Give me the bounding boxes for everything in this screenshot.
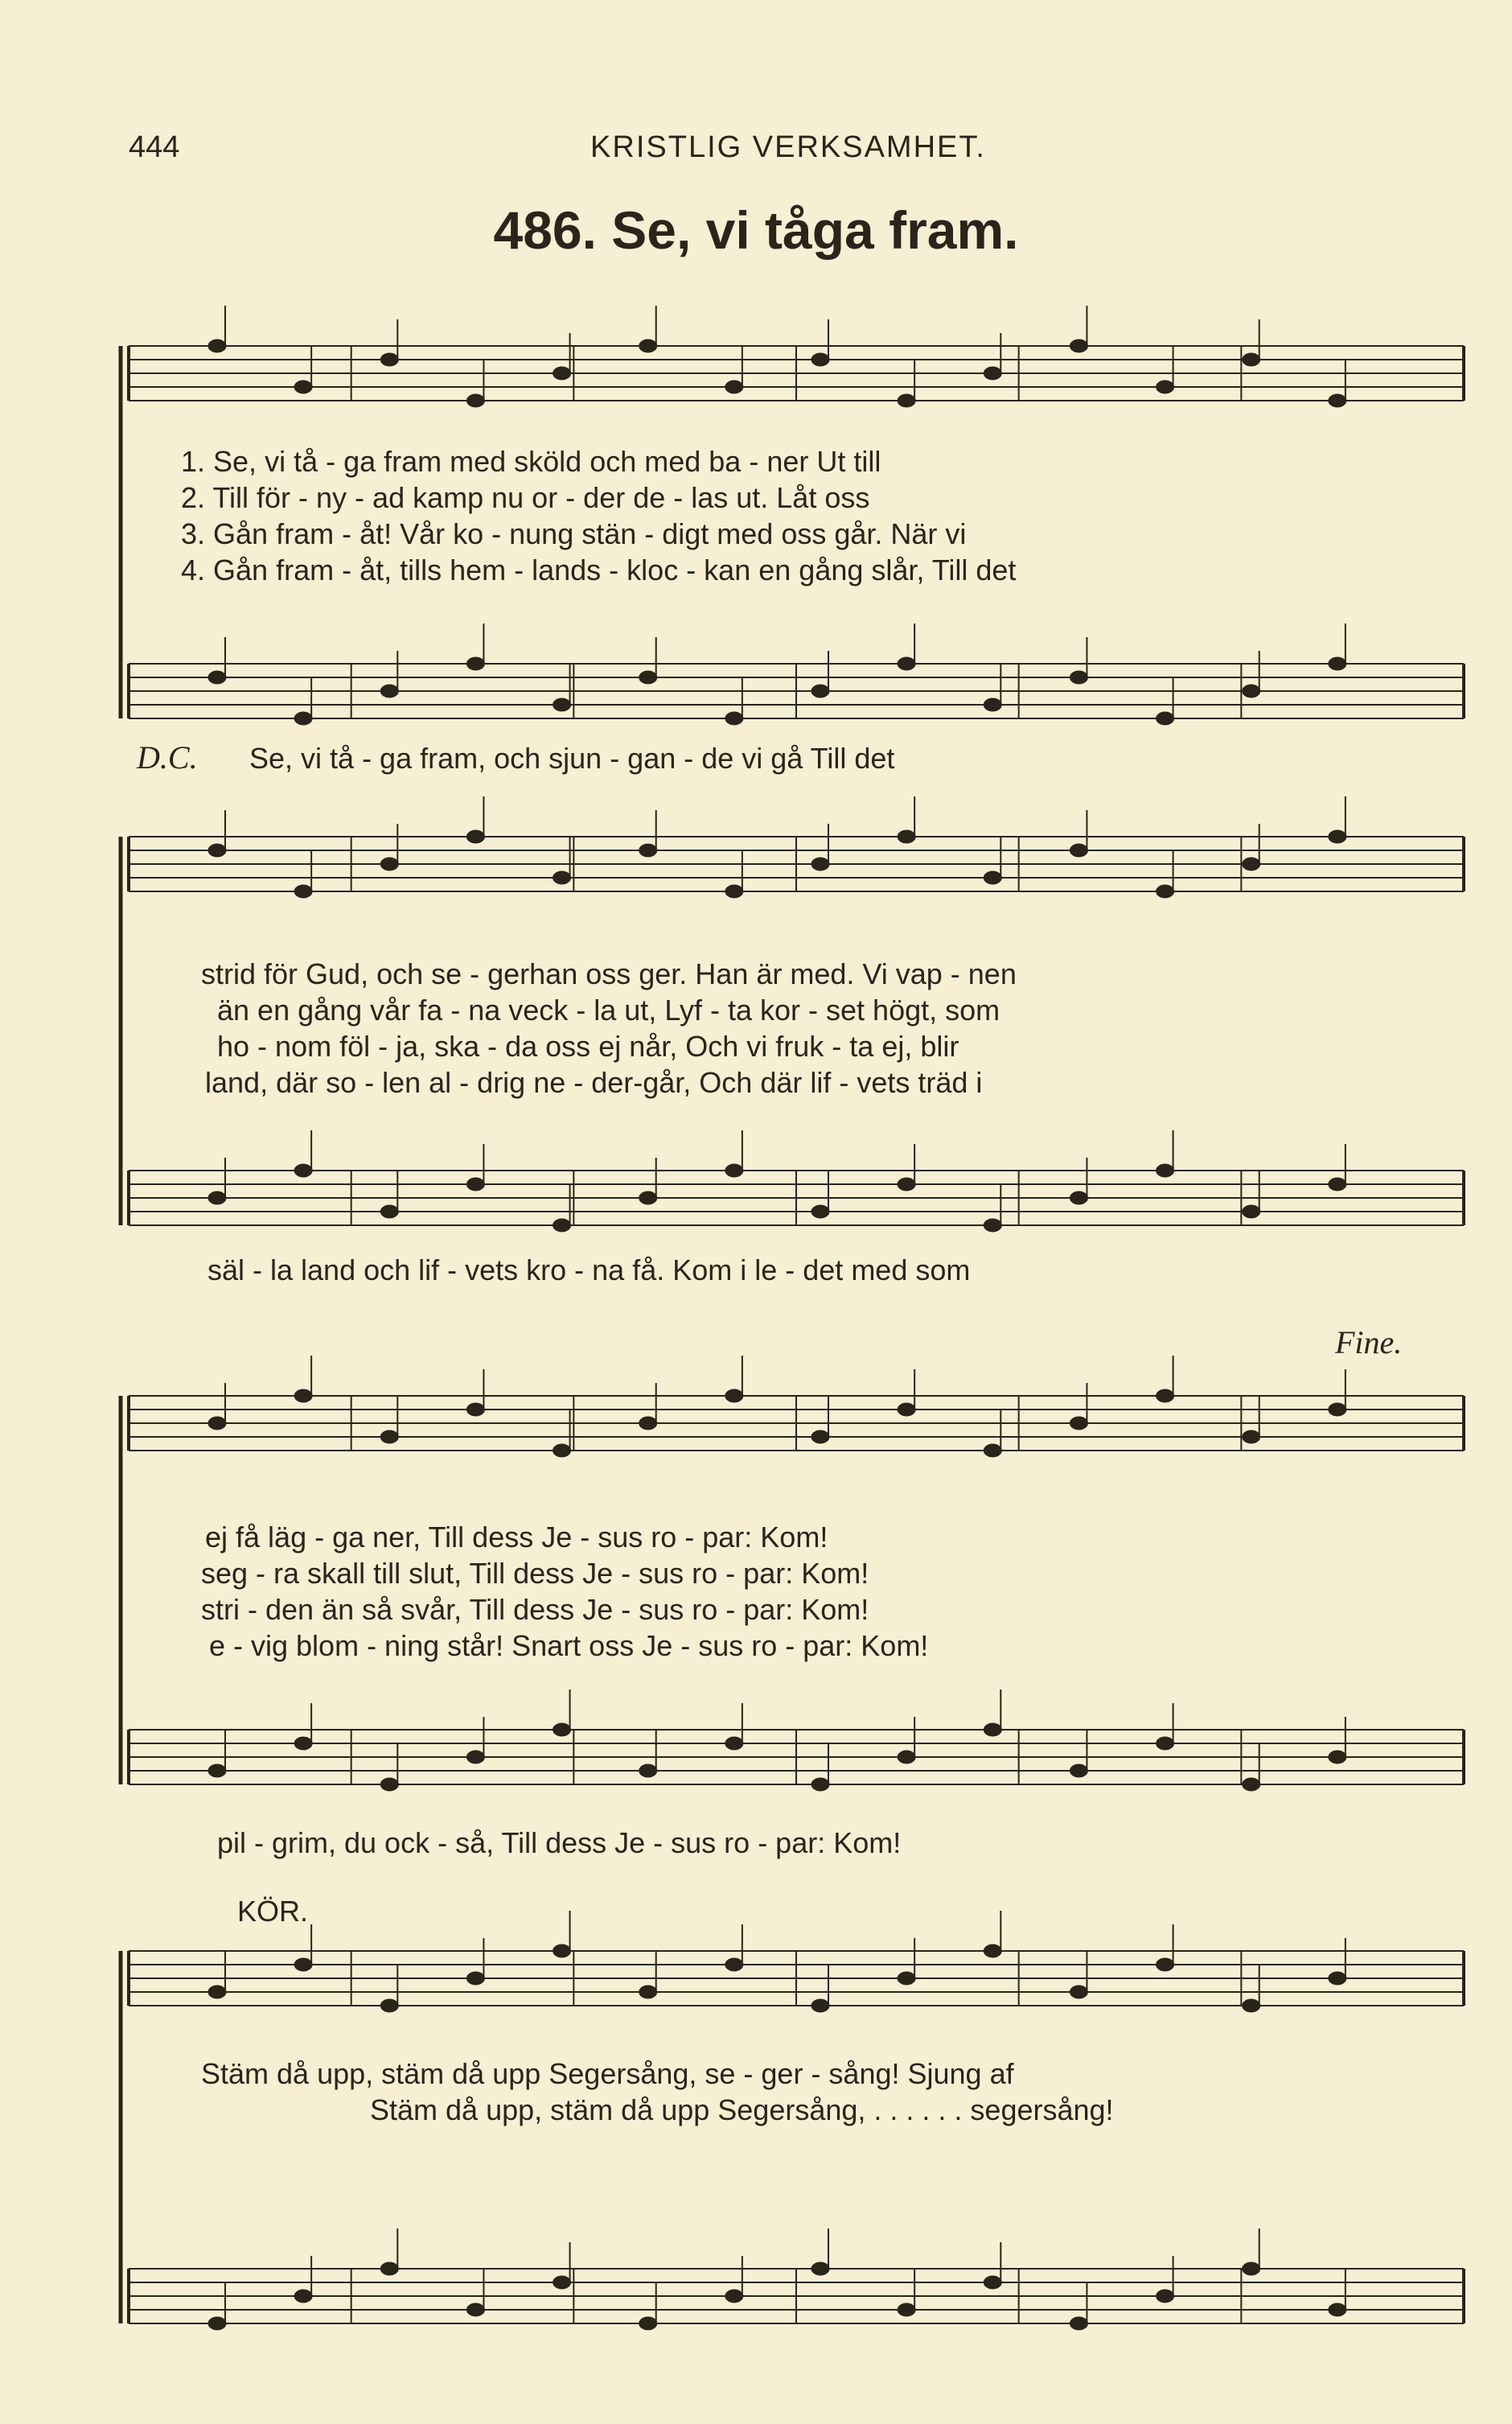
verse-line-3 [0, 1030, 1512, 1065]
bass-lyric-line [0, 1826, 1512, 1862]
note-head [553, 1444, 571, 1457]
note-head [639, 844, 657, 857]
chorus-lower-line [0, 2093, 1512, 2129]
note-head [294, 2290, 312, 2303]
note-head [553, 367, 571, 380]
chorus-label: KÖR. [237, 1895, 309, 1928]
note-head [1329, 657, 1346, 670]
note-head [725, 885, 743, 898]
note-head [294, 1389, 312, 1402]
note-head [466, 1403, 484, 1416]
verse-line-1 [0, 1521, 1512, 1556]
note-head [208, 1191, 226, 1204]
note-head [898, 1972, 915, 1985]
verse-text: än en gång vår fa - na veck - la ut, Lyf - ta kor - set högt, som [217, 994, 1000, 1027]
note-head [380, 2262, 398, 2275]
note-head [811, 1430, 829, 1443]
verse-line-2 [0, 994, 1512, 1029]
note-head [380, 1778, 398, 1791]
note-head [1329, 830, 1346, 843]
note-head [466, 657, 484, 670]
note-head [1070, 844, 1087, 857]
note-head [984, 1945, 1001, 1957]
note-head [553, 698, 571, 711]
note-head [466, 1972, 484, 1985]
verse-line-2 [0, 481, 1512, 516]
note-head [1243, 685, 1260, 698]
verse-line-1 [0, 957, 1512, 993]
note-head [208, 340, 226, 352]
note-head [1329, 1178, 1346, 1191]
note-head [639, 1986, 657, 1998]
note-head [1070, 1191, 1087, 1204]
note-head [1070, 340, 1087, 352]
note-head [725, 1737, 743, 1750]
fine-marker: Fine. [1335, 1324, 1403, 1360]
bass-text: säl - la land och lif - vets kro - na få. Kom i le - det med som [207, 1253, 971, 1286]
verse-line-3 [0, 517, 1512, 553]
note-head [1329, 2303, 1346, 2316]
bass-text: Se, vi tå - ga fram, och sjun - gan - de vi gå Till det [249, 742, 895, 775]
chorus-text: Stäm då upp, stäm då upp Segersång, . . . . . . segersång! [370, 2093, 1114, 2126]
note-head [1243, 1430, 1260, 1443]
verse-text: 1. Se, vi tå - ga fram med sköld och med ba - ner Ut till [181, 445, 881, 478]
verse-text: ho - nom föl - ja, ska - da oss ej når, Och vi fruk - ta ej, blir [217, 1030, 959, 1063]
note-head [811, 685, 829, 698]
verse-line-4 [0, 554, 1512, 589]
note-head [380, 353, 398, 366]
note-head [380, 1205, 398, 1218]
note-head [725, 1389, 743, 1402]
note-head [1157, 2290, 1174, 2303]
note-head [466, 394, 484, 407]
note-head [898, 394, 915, 407]
note-head [898, 830, 915, 843]
bass-lyric-line [0, 742, 1512, 777]
note-head [553, 2276, 571, 2289]
note-head [639, 1764, 657, 1777]
note-head [1243, 858, 1260, 870]
bass-lyric-line [0, 1253, 1512, 1289]
note-head [639, 2317, 657, 2330]
verse-text: 2. Till för - ny - ad kamp nu or - der de - las ut. Låt oss [181, 481, 870, 514]
note-head [1157, 712, 1174, 725]
note-head [898, 1751, 915, 1763]
note-head [1157, 381, 1174, 393]
note-head [1070, 1764, 1087, 1777]
running-title: KRISTLIG VERKSAMHET. [590, 130, 986, 164]
note-head [984, 1444, 1001, 1457]
note-head [1329, 1403, 1346, 1416]
note-head [639, 671, 657, 684]
note-head [553, 1945, 571, 1957]
note-head [1157, 885, 1174, 898]
note-head [553, 1219, 571, 1232]
note-head [811, 353, 829, 366]
verse-line-3 [0, 1593, 1512, 1628]
note-head [984, 367, 1001, 380]
note-head [898, 657, 915, 670]
verse-text: ej få läg - ga ner, Till dess Je - sus ro - par: Kom! [205, 1521, 828, 1554]
note-head [208, 2317, 226, 2330]
bass-text: pil - grim, du ock - så, Till dess Je - sus ro - par: Kom! [217, 1826, 902, 1859]
note-head [898, 1178, 915, 1191]
note-head [380, 858, 398, 870]
note-head [294, 381, 312, 393]
dc-marker: D.C. [137, 739, 198, 776]
note-head [466, 1178, 484, 1191]
note-head [466, 830, 484, 843]
verse-line-2 [0, 1557, 1512, 1592]
note-head [380, 685, 398, 698]
note-head [1243, 353, 1260, 366]
note-head [466, 2303, 484, 2316]
note-head [639, 1191, 657, 1204]
note-head [1070, 2317, 1087, 2330]
note-head [1157, 1958, 1174, 1971]
note-head [1243, 2262, 1260, 2275]
note-head [898, 2303, 915, 2316]
note-head [984, 1723, 1001, 1736]
note-head [294, 1737, 312, 1750]
note-head [725, 1164, 743, 1177]
note-head [811, 1999, 829, 2012]
note-head [208, 1986, 226, 1998]
note-head [553, 1723, 571, 1736]
note-head [1070, 671, 1087, 684]
note-head [811, 1205, 829, 1218]
note-head [1070, 1417, 1087, 1430]
note-head [294, 885, 312, 898]
chorus-upper-line [0, 2057, 1512, 2093]
verse-text: e - vig blom - ning står! Snart oss Je - sus ro - par: Kom! [209, 1629, 929, 1662]
note-head [725, 1958, 743, 1971]
note-head [294, 1958, 312, 1971]
note-head [984, 2276, 1001, 2289]
page-number: 444 [129, 130, 180, 164]
note-head [1157, 1737, 1174, 1750]
note-head [725, 2290, 743, 2303]
note-head [1157, 1164, 1174, 1177]
note-head [811, 858, 829, 870]
note-head [553, 871, 571, 884]
note-head [984, 871, 1001, 884]
note-head [294, 712, 312, 725]
note-head [208, 844, 226, 857]
note-head [811, 2262, 829, 2275]
note-head [984, 1219, 1001, 1232]
verse-text: strid för Gud, och se - gerhan oss ger. Han är med. Vi vap - nen [201, 957, 1017, 990]
verse-text: seg - ra skall till slut, Till dess Je - sus ro - par: Kom! [201, 1557, 869, 1590]
note-head [380, 1999, 398, 2012]
note-head [1329, 394, 1346, 407]
note-head [466, 1751, 484, 1763]
note-head [1243, 1999, 1260, 2012]
hymn-title: 486. Se, vi tåga fram. [493, 200, 1019, 260]
verse-text: 3. Gån fram - åt! Vår ko - nung stän - digt med oss går. När vi [181, 517, 967, 550]
note-head [811, 1778, 829, 1791]
chorus-text: Stäm då upp, stäm då upp Segersång, se - ger - sång! Sjung af [201, 2057, 1014, 2090]
verse-text: land, där so - len al - drig ne - der-går, Och där lif - vets träd i [205, 1066, 983, 1099]
note-head [1329, 1751, 1346, 1763]
verse-text: 4. Gån fram - åt, tills hem - lands - kloc - kan en gång slår, Till det [181, 554, 1017, 586]
note-head [1157, 1389, 1174, 1402]
note-head [1070, 1986, 1087, 1998]
note-head [208, 671, 226, 684]
note-head [725, 712, 743, 725]
note-head [1243, 1778, 1260, 1791]
note-head [1243, 1205, 1260, 1218]
verse-text: stri - den än så svår, Till dess Je - sus ro - par: Kom! [201, 1593, 869, 1626]
note-head [898, 1403, 915, 1416]
note-head [639, 340, 657, 352]
verse-line-4 [0, 1629, 1512, 1665]
note-head [208, 1417, 226, 1430]
note-head [294, 1164, 312, 1177]
note-head [380, 1430, 398, 1443]
note-head [984, 698, 1001, 711]
note-head [1329, 1972, 1346, 1985]
note-head [725, 381, 743, 393]
verse-line-4 [0, 1066, 1512, 1101]
note-head [639, 1417, 657, 1430]
verse-line-1 [0, 445, 1512, 480]
note-head [208, 1764, 226, 1777]
